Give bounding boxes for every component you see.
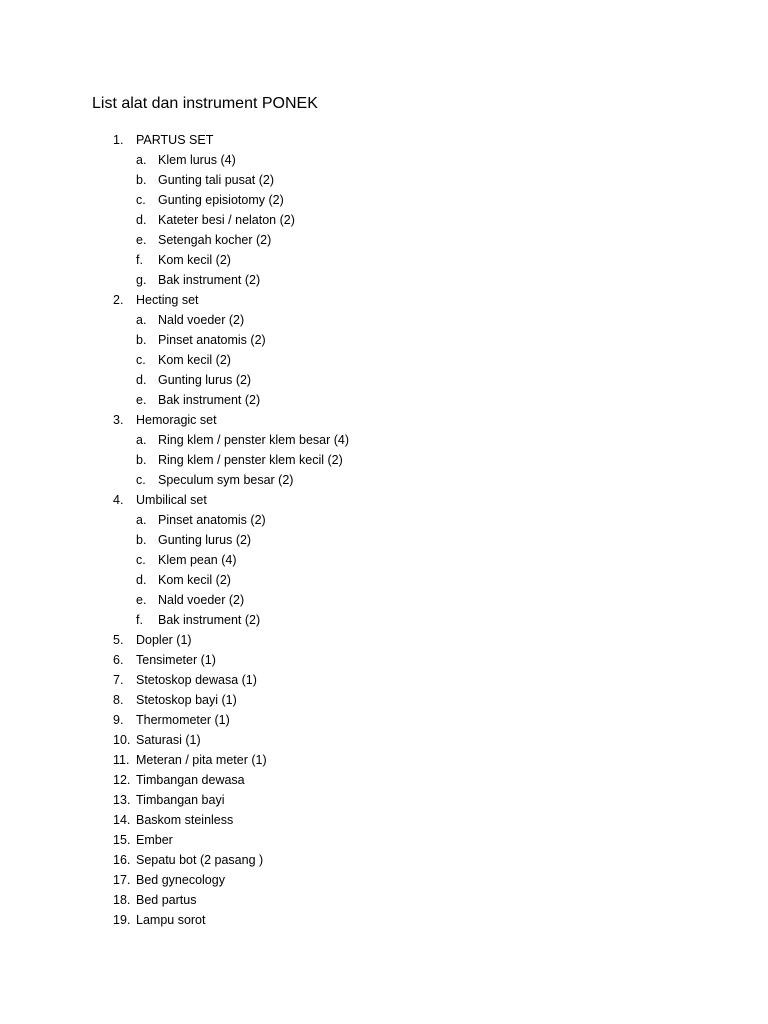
list-item-label: Umbilical set [136, 493, 207, 507]
sub-list-item [0, 390, 768, 410]
sub-list-item [0, 250, 768, 270]
sub-list-item-letter: a. [136, 153, 147, 167]
sub-list-item-label: Gunting episiotomy (2) [158, 193, 284, 207]
sub-list-item [0, 210, 768, 230]
sub-list-item-letter: d. [136, 373, 147, 387]
sub-list-item-letter: f. [136, 253, 143, 267]
list-item-label: PARTUS SET [136, 133, 214, 147]
list-item-label: Dopler (1) [136, 633, 192, 647]
sub-list-item [0, 270, 768, 290]
sub-list-item-letter: b. [136, 453, 147, 467]
sub-list-item [0, 430, 768, 450]
sub-list-item [0, 370, 768, 390]
sub-list-item-label: Ring klem / penster klem besar (4) [158, 433, 350, 447]
list-item-number: 1. [113, 133, 124, 147]
sub-list-item-letter: b. [136, 173, 147, 187]
list-item [0, 770, 768, 790]
list-item-number: 9. [113, 713, 124, 727]
sub-list-item [0, 330, 768, 350]
list-item-number: 11. [113, 753, 130, 767]
list-item-label: Sepatu bot (2 pasang ) [136, 853, 264, 867]
list-item-label: Bed gynecology [136, 873, 225, 887]
list-item [0, 710, 768, 730]
sub-list-item-label: Bak instrument (2) [158, 273, 261, 287]
sub-list-item-letter: a. [136, 313, 147, 327]
list-item [0, 490, 768, 510]
sub-list-item [0, 590, 768, 610]
list-item-number: 6. [113, 653, 124, 667]
sub-list-item-letter: e. [136, 393, 147, 407]
list-item-number: 2. [113, 293, 124, 307]
sub-list-item [0, 350, 768, 370]
list-item-label: Baskom steinless [136, 813, 234, 827]
list-item-number: 5. [113, 633, 124, 647]
list-item-number: 10. [113, 733, 131, 747]
sub-list-item-letter: f. [136, 613, 143, 627]
list-item [0, 850, 768, 870]
document-title: List alat dan instrument PONEK [92, 95, 318, 112]
list-item-label: Hemoragic set [136, 413, 217, 427]
sub-list-item-letter: c. [136, 193, 146, 207]
sub-list-item-label: Speculum sym besar (2) [158, 473, 294, 487]
sub-list-item-label: Nald voeder (2) [158, 593, 245, 607]
sub-list-item-letter: c. [136, 473, 146, 487]
sub-list-item-label: Ring klem / penster klem kecil (2) [158, 453, 343, 467]
list-item [0, 750, 768, 770]
sub-list-item [0, 230, 768, 250]
list-item [0, 670, 768, 690]
sub-list-item-label: Kom kecil (2) [158, 573, 231, 587]
list-item [0, 830, 768, 850]
list-item [0, 130, 768, 150]
sub-list-item [0, 570, 768, 590]
sub-list-item-label: Gunting lurus (2) [158, 373, 252, 387]
list-item [0, 810, 768, 830]
sub-list-item [0, 610, 768, 630]
sub-list-item [0, 470, 768, 490]
sub-list-item-letter: d. [136, 213, 147, 227]
list-item-label: Hecting set [136, 293, 199, 307]
list-item-number: 18. [113, 893, 131, 907]
list-item-label: Bed partus [136, 893, 197, 907]
sub-list-item-label: Klem pean (4) [158, 553, 237, 567]
sub-list-item-label: Nald voeder (2) [158, 313, 245, 327]
sub-list-item [0, 150, 768, 170]
sub-list-item [0, 510, 768, 530]
list-item [0, 290, 768, 310]
list-item-label: Stetoskop bayi (1) [136, 693, 237, 707]
sub-list-item-label: Gunting lurus (2) [158, 533, 252, 547]
list-item [0, 890, 768, 910]
sub-list-item-label: Gunting tali pusat (2) [158, 173, 275, 187]
list-item-label: Timbangan bayi [136, 793, 225, 807]
list-item [0, 690, 768, 710]
list-item-number: 17. [113, 873, 131, 887]
list-item [0, 870, 768, 890]
list-item-number: 3. [113, 413, 124, 427]
sub-list-item-label: Klem lurus (4) [158, 153, 236, 167]
sub-list-item [0, 450, 768, 470]
list-item [0, 910, 768, 930]
sub-list-item-label: Pinset anatomis (2) [158, 513, 266, 527]
instrument-list [0, 130, 768, 930]
list-item-label: Stetoskop dewasa (1) [136, 673, 257, 687]
sub-list-item-label: Bak instrument (2) [158, 613, 261, 627]
list-item-label: Ember [136, 833, 173, 847]
sub-list-item-letter: g. [136, 273, 147, 287]
sub-list-item-letter: e. [136, 233, 147, 247]
sub-list-item-label: Pinset anatomis (2) [158, 333, 266, 347]
list-item [0, 410, 768, 430]
sub-list-item-label: Kom kecil (2) [158, 253, 231, 267]
list-item-label: Lampu sorot [136, 913, 206, 927]
sub-list-item-letter: b. [136, 533, 147, 547]
sub-list-item-label: Kom kecil (2) [158, 353, 231, 367]
sub-list-item-letter: b. [136, 333, 147, 347]
sub-list-item-letter: c. [136, 353, 146, 367]
list-item-label: Tensimeter (1) [136, 653, 216, 667]
list-item [0, 790, 768, 810]
sub-list-item-label: Kateter besi / nelaton (2) [158, 213, 295, 227]
list-item [0, 650, 768, 670]
list-item-label: Thermometer (1) [136, 713, 230, 727]
list-item-number: 4. [113, 493, 124, 507]
list-item [0, 730, 768, 750]
sub-list-item-letter: d. [136, 573, 147, 587]
sub-list-item [0, 310, 768, 330]
sub-list-item-label: Bak instrument (2) [158, 393, 261, 407]
list-item-label: Timbangan dewasa [136, 773, 245, 787]
list-item-number: 14. [113, 813, 131, 827]
list-item-number: 12. [113, 773, 131, 787]
sub-list-item-letter: a. [136, 433, 147, 447]
sub-list-item [0, 550, 768, 570]
sub-list-item [0, 530, 768, 550]
sub-list-item [0, 190, 768, 210]
list-item-number: 19. [113, 913, 131, 927]
list-item-number: 13. [113, 793, 131, 807]
list-item-label: Meteran / pita meter (1) [136, 753, 267, 767]
list-item-number: 15. [113, 833, 131, 847]
sub-list-item-letter: e. [136, 593, 147, 607]
list-item-number: 16. [113, 853, 131, 867]
sub-list-item-letter: c. [136, 553, 146, 567]
list-item-label: Saturasi (1) [136, 733, 201, 747]
list-item-number: 8. [113, 693, 124, 707]
list-item-number: 7. [113, 673, 124, 687]
sub-list-item-letter: a. [136, 513, 147, 527]
sub-list-item-label: Setengah kocher (2) [158, 233, 272, 247]
list-item [0, 630, 768, 650]
sub-list-item [0, 170, 768, 190]
